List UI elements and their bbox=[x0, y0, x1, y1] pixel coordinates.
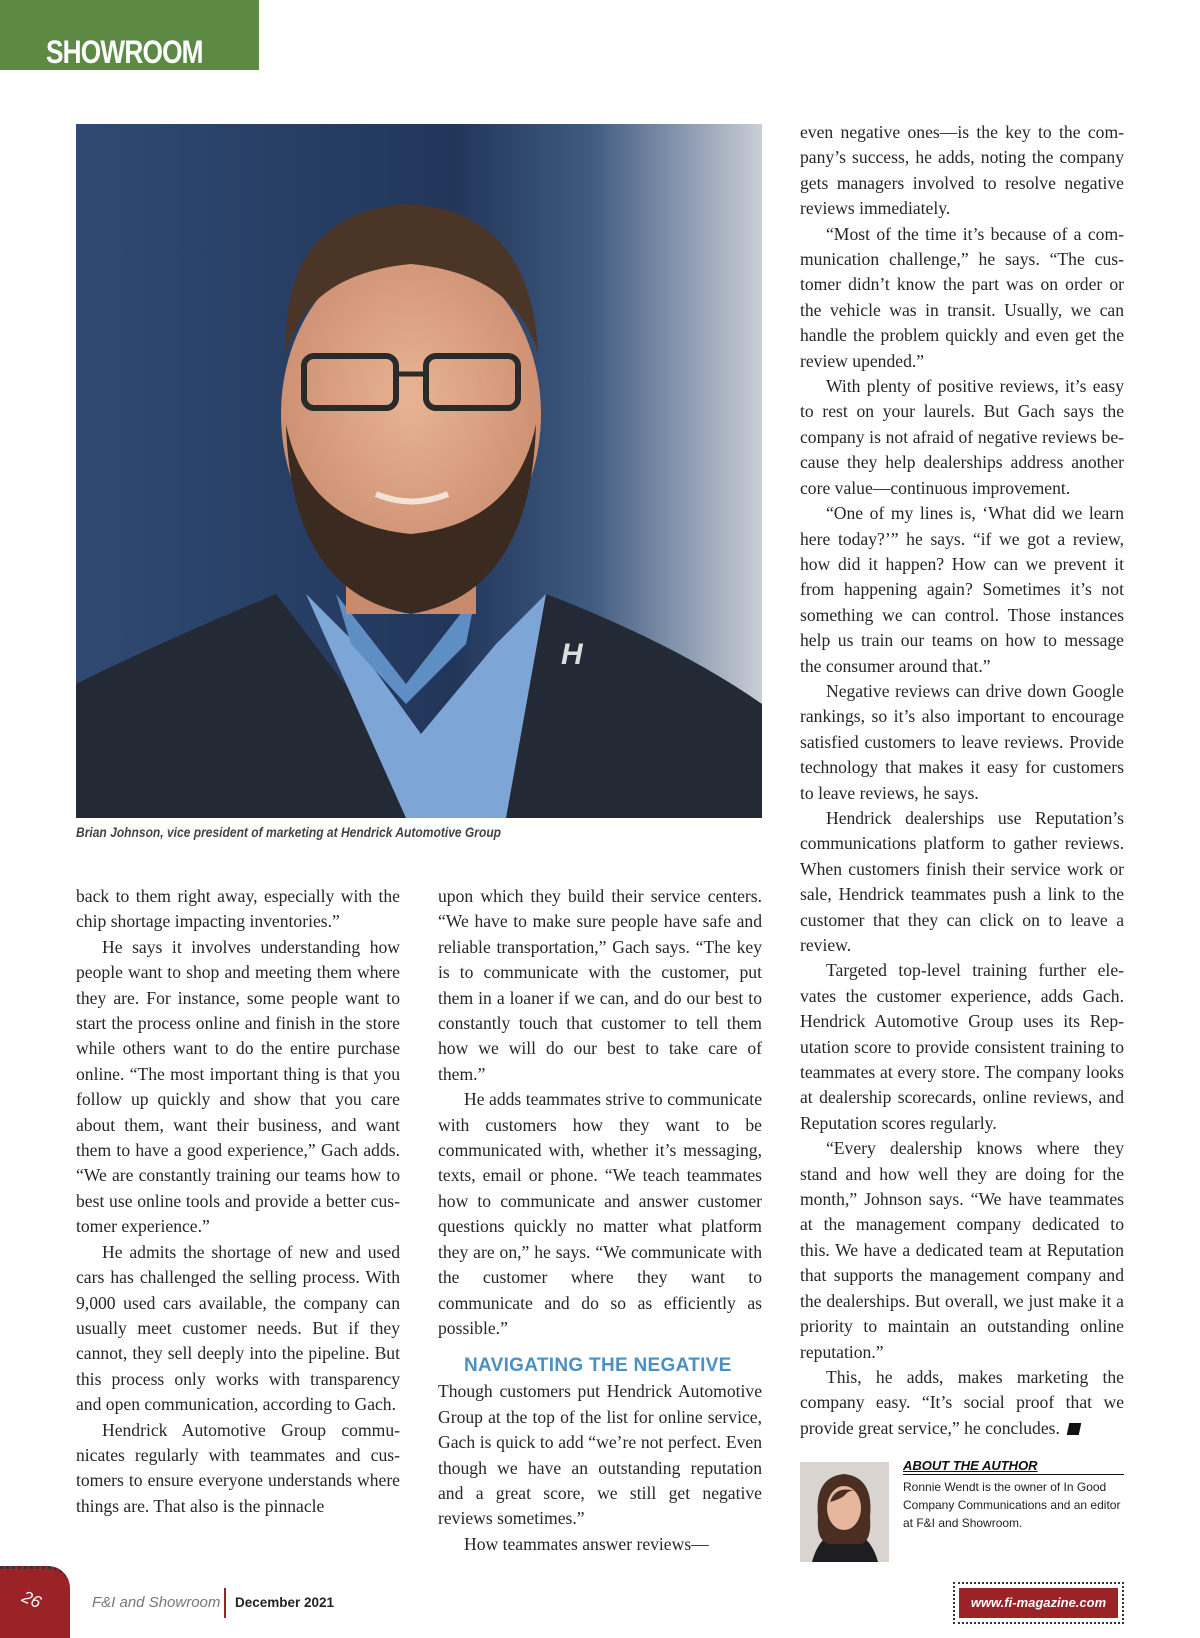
paragraph: “Every dealership knows where they stand and how well they are doing for the month,” Johnson says. “We have teammates at the management company dedicated to this. We have a dedicated team at Reputation that supports the management company and the dealerships. But overall, we just make it a priority to maintain an outstanding online reputation.” bbox=[800, 1138, 1124, 1362]
section-subhead: NAVIGATING THE NEGATIVE bbox=[464, 1355, 732, 1377]
article-column-3 bbox=[800, 120, 1124, 1441]
about-author-title: ABOUT THE AUTHOR bbox=[903, 1458, 1124, 1475]
svg-text:H: H bbox=[561, 638, 583, 671]
magazine-name: F&I and Showroom bbox=[92, 1594, 221, 1611]
paragraph: back to them right away, especially with the chip shortage impacting inventories.” bbox=[76, 886, 400, 932]
author-portrait-illustration bbox=[800, 1462, 889, 1562]
website-link[interactable]: www.fi-magazine.com bbox=[959, 1588, 1118, 1618]
paragraph: even negative ones—is the key to the company’s success, he adds, noting the company gets managers involved to resolve negative reviews immediately. bbox=[800, 122, 1124, 219]
author-photo bbox=[800, 1462, 889, 1562]
paragraph: He says it involves understanding how people want to shop and meeting them where they are. For instance, some people want to start the process online and finish in the store while others want to do the entire purchase online. “The most important thing is that you follow up quickly and show that you care about them, want their business, and want them to have a good experience,” Gach adds. “We are constantly training our teams how to best use online tools and provide a better customer experience.” bbox=[76, 936, 400, 1237]
article-column-1 bbox=[76, 884, 400, 1519]
paragraph: He adds teammates strive to communicate with customers how they want to be communicated with, whether it’s messaging, texts, email or phone. “We teach teammates how to communicate and answer customer questions quickly no matter what platform they are on,” he says. “We communicate with the customer where they want to communicate and do so as efficiently as possible.” bbox=[438, 1089, 762, 1338]
issue-date: December 2021 bbox=[235, 1595, 335, 1610]
portrait-illustration bbox=[76, 124, 762, 818]
paragraph: Targeted top-level training further elevates the customer experience, adds Gach. Hendrick Automotive Group uses its Reputation score to provide consistent training to teammates at every store. The company looks at dealership scorecards, online reviews, and Reputation scores regularly. bbox=[800, 960, 1124, 1133]
article-column-2 bbox=[438, 884, 762, 1557]
footer-divider bbox=[224, 1588, 226, 1618]
paragraph: With plenty of positive reviews, it’s easy to rest on your laurels. But Gach says the company is not afraid of negative reviews because they help dealerships address another core value—continuous improvement. bbox=[800, 376, 1124, 498]
feature-photo bbox=[76, 124, 762, 818]
end-mark-icon bbox=[1067, 1423, 1082, 1435]
paragraph: He admits the shortage of new and used cars has challenged the selling process. With 9,000 used cars available, the company can usually meet customer needs. But if they cannot, they sell deeply into the pipeline. But this process only works with transparency and open communication, according to Gach. bbox=[76, 1241, 400, 1415]
paragraph: How teammates answer reviews— bbox=[464, 1533, 709, 1554]
section-label: SHOWROOM bbox=[46, 34, 203, 70]
paragraph: “Most of the time it’s because of a communication challenge,” he says. “The customer didn’t know the part was on order or the vehicle was in transit. Usually, we can handle the problem quickly and even get the review upended.” bbox=[800, 223, 1124, 371]
final-paragraph bbox=[800, 1365, 1124, 1441]
website-badge[interactable] bbox=[953, 1582, 1124, 1624]
paragraph-text: This, he adds, makes marketing the company easy. “It’s social proof that we provide great service,” he concludes. bbox=[800, 1366, 1124, 1438]
paragraph: “One of my lines is, ‘What did we learn here today?’” he says. “if we got a review, how did it happen? How can we prevent it from happening again? Sometimes it’s not something we can control. Those instances help us train our teams on how to message the consumer around that.” bbox=[800, 503, 1124, 676]
paragraph: Hendrick dealerships use Reputation’s communications platform to gather reviews. When customers finish their service work or sale, Hendrick teammates push a link to the customer that they can click on to leave a review. bbox=[800, 807, 1124, 955]
paragraph: Though customers put Hendrick Automotive Group at the top of the list for online service, Gach is quick to add “we’re not perfect. Even though we have an outstanding reputation and a great score, we still get negative reviews sometimes.” bbox=[438, 1381, 762, 1529]
photo-caption: Brian Johnson, vice president of marketing at Hendrick Automotive Group bbox=[76, 824, 502, 840]
about-author-bio: Ronnie Wendt is the owner of In Good Company Communications and an editor at F&I and Showroom. bbox=[903, 1480, 1121, 1530]
paragraph: upon which they build their service centers. “We have to make sure people have safe and reliable transportation,” Gach says. “The key is to communicate with the customer, put them in a loaner if we can, and do our best to constantly touch that customer to tell them how we will do our best to take care of them.” bbox=[438, 886, 762, 1084]
paragraph: Negative reviews can drive down Google rankings, so it’s also important to encourage satisfied customers to leave reviews. Provide technology that makes it easy for customers to leave reviews, he says. bbox=[800, 680, 1124, 803]
paragraph: Hendrick Automotive Group communicates regularly with teammates and customers to ensure everyone understands where things are. That also is the pinnacle bbox=[76, 1419, 400, 1516]
section-tab bbox=[0, 0, 259, 70]
page-number: 26 bbox=[19, 1587, 45, 1613]
